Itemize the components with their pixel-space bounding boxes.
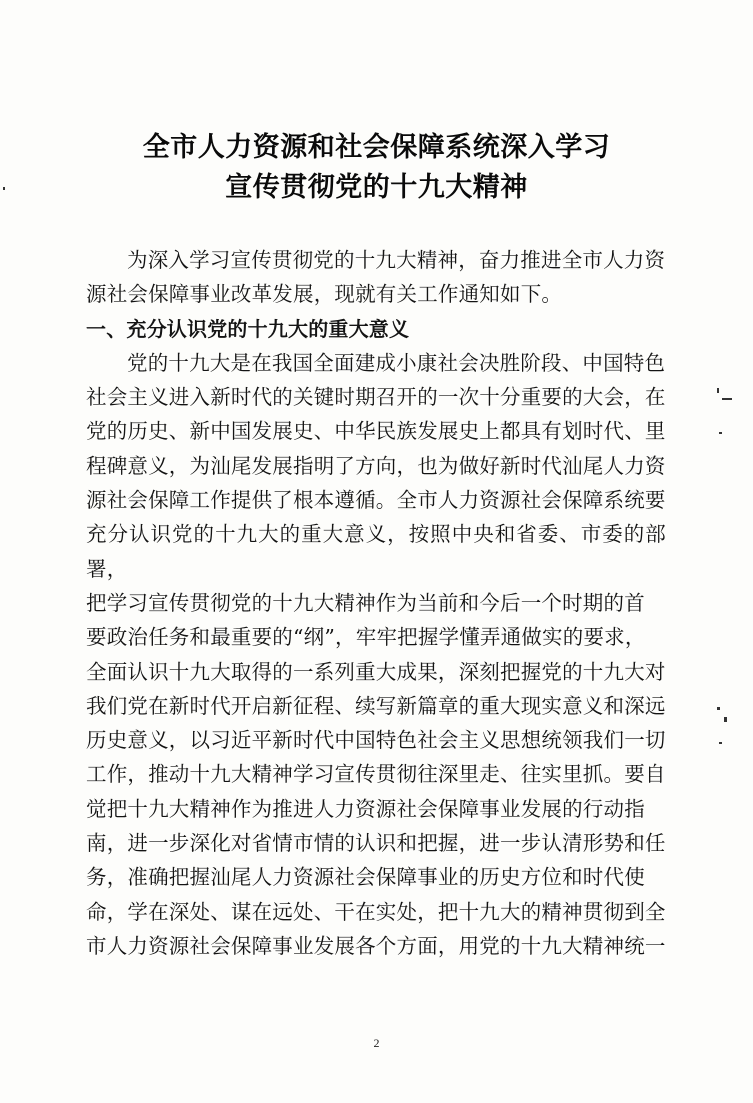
section-line-5: 源社会保障工作提供了根本遵循。全市人力资源社会保障系统要 <box>86 488 666 513</box>
section-line-2: 社会主义进入新时代的关键时期召开的一次十分重要的大会，在 <box>86 385 666 410</box>
section-line-15: 务，准确把握汕尾人力资源社会保障事业的历史方位和时代使 <box>86 865 645 890</box>
section-heading-paragraph <box>86 312 666 346</box>
section-line-16: 命，学在深处、谋在远处、干在实处，把十九大的精神贯彻到全 <box>86 899 666 924</box>
title-line-2: 宣传贯彻党的十九大精神 <box>225 172 528 203</box>
section-line-10: 我们党在新时代开启新征程、续写新篇章的重大现实意义和深远 <box>86 693 666 718</box>
intro-line-2: 源社会保障事业改革发展，现就有关工作通知如下。 <box>86 282 563 307</box>
section-line-11: 历史意义，以习近平新时代中国特色社会主义思想统领我们一切 <box>86 728 666 753</box>
section-line-4: 程碑意义，为汕尾发展指明了方向，也为做好新时代汕尾人力资 <box>86 453 666 478</box>
scan-speck <box>724 717 727 722</box>
section-line-12: 工作，推动十九大精神学习宣传贯彻往深里走、往实里抓。要自 <box>86 762 666 787</box>
scan-speck <box>719 432 722 434</box>
scan-speck <box>719 742 722 744</box>
page-number: 2 <box>373 1036 380 1050</box>
section-heading: 一、充分认识党的十九大的重大意义 <box>86 316 410 341</box>
document-title <box>0 128 753 208</box>
section-line-1: 党的十九大是在我国全面建成小康社会决胜阶段、中国特色 <box>127 350 666 375</box>
scan-speck <box>722 398 732 400</box>
intro-line-1: 为深入学习宣传贯彻党的十九大精神，奋力推进全市人力资 <box>127 248 666 272</box>
intro-paragraph <box>86 243 666 312</box>
section-line-13: 觉把十九大精神作为推进人力资源社会保障事业发展的行动指 <box>86 796 645 821</box>
section-line-8: 要政治任务和最重要的“纲”，牢牢把握学懂弄通做实的要求， <box>86 625 646 650</box>
section-line-3: 党的历史、新中国发展史、中华民族发展史上都具有划时代、里 <box>86 419 666 444</box>
section-line-14: 南，进一步深化对省情市情的认识和把握，进一步认清形势和任 <box>86 831 666 856</box>
section-line-7: 把学习宣传贯彻党的十九大精神作为当前和今后一个时期的首 <box>86 590 645 615</box>
title-line-1: 全市人力资源和社会保障系统深入学习 <box>142 132 611 163</box>
section-line-6: 充分认识党的十九大的重大意义，按照中央和省委、市委的部署， <box>86 522 666 581</box>
document-body <box>86 243 666 963</box>
scan-speck <box>3 187 5 190</box>
scan-speck <box>717 388 719 393</box>
scan-speck <box>717 707 720 710</box>
section-line-17: 市人力资源社会保障事业发展各个方面，用党的十九大精神统一 <box>86 933 666 958</box>
section-line-9: 全面认识十九大取得的一系列重大成果，深刻把握党的十九大对 <box>86 659 666 684</box>
section-paragraph <box>86 346 666 963</box>
